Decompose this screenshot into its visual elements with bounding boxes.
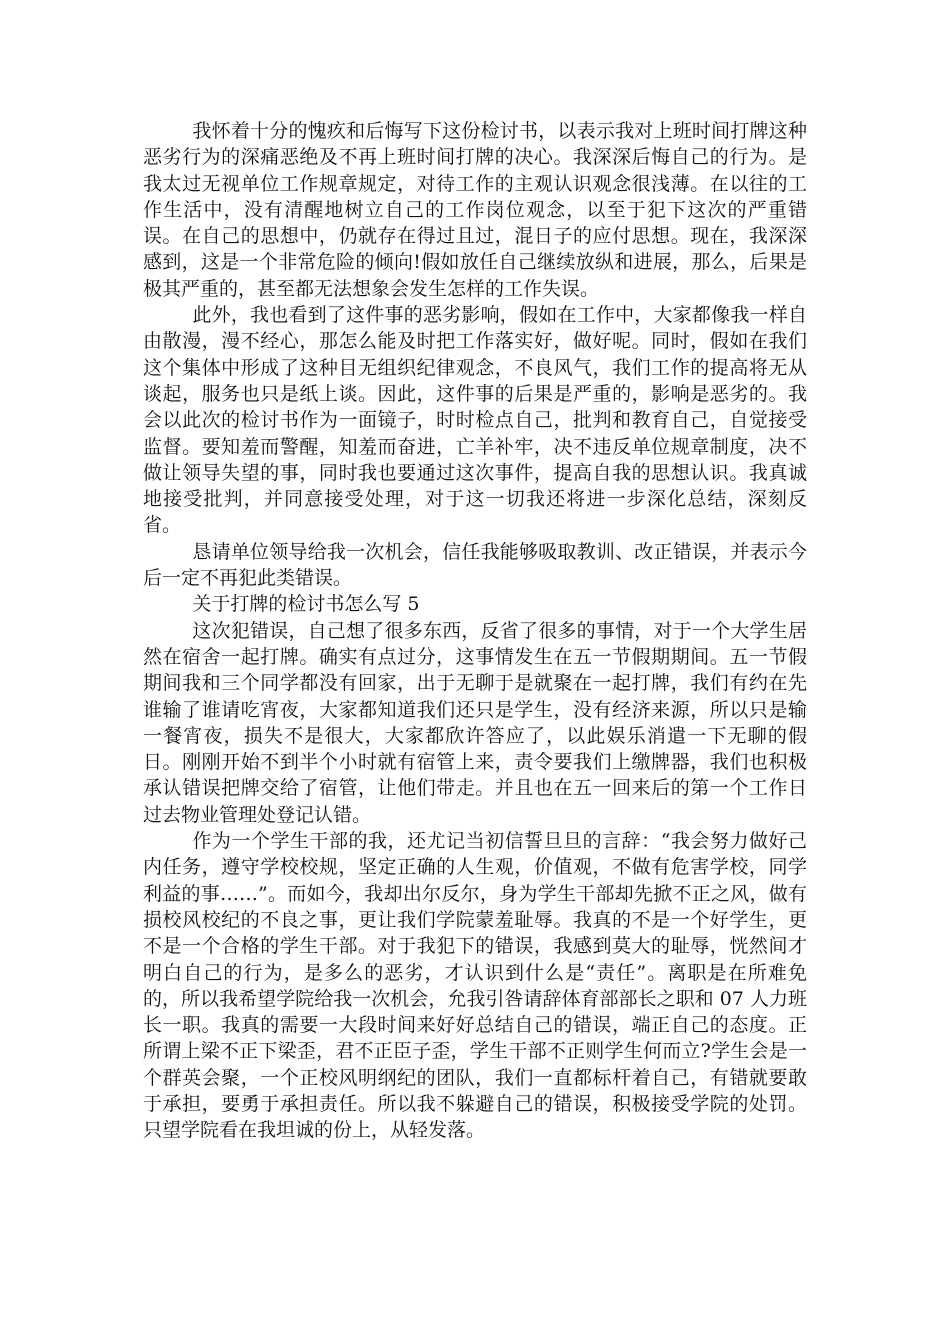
section-heading: 关于打牌的检讨书怎么写 5 — [192, 593, 420, 616]
paragraph: 这次犯错误，自己想了很多东西，反省了很多的事情，对于一个大学生居然在宿舍一起打牌。确实有点过分，这事情发生在五一节假期期间。五一节假期间我和三个同学都没有回家，出于无聊于是就聚在一起打牌，我们有约在先谁输了谁请吃宵夜，大家都知道我们还只是学生，没有经济来源，所以只是输一餐宵夜，损失不是很大，大家都欣许答应了，以此娱乐消遣一下无聊的假日。刚刚开始不到半个小时就有宿管上来，责令要我们上缴牌器，我们也积极承认错误把牌交给了宿管，让他们带走。并且也在五一回来后的第一个工作日过去物业管理处登记认错。 — [143, 619, 807, 826]
paragraph: 作为一个学生干部的我，还尤记当初信誓旦旦的言辞：“我会努力做好己内任务，遵守学校校规，坚定正确的人生观，价值观，不做有危害学校，同学利益的事……”。而如今，我却出尔反尔，身为学生干部却先掀不正之风，做有损校风校纪的不良之事，更让我们学院蒙羞耻辱。我真的不是一个好学生，更不是一个合格的学生干部。对于我犯下的错误，我感到莫大的耻辱，恍然间才明白自己的行为，是多么的恶劣，才认识到什么是“责任”。离职是在所难免的，所以我希望学院给我一次机会，允我引咎请辞体育部部长之职和 07 人力班长一职。我真的需要一大段时间来好好总结自己的错误，端正自己的态度。正所谓上梁不正下梁歪，君不正臣子歪，学生干部不正则学生何而立?学生会是一个群英会聚，一个正校风明纲纪的团队，我们一直都标杆着自己，有错就要敢于承担，要勇于承担责任。所以我不躲避自己的错误，积极接受学院的处罚。只望学院看在我坦诚的份上，从轻发落。 — [143, 830, 807, 1142]
paragraph: 此外，我也看到了这件事的恶劣影响，假如在工作中，大家都像我一样自由散漫，漫不经心，那怎么能及时把工作落实好，做好呢。同时，假如在我们这个集体中形成了这种目无组织纪律观念，不良风气，我们工作的提高将无从谈起，服务也只是纸上谈。因此，这件事的后果是严重的，影响是恶劣的。我会以此次的检讨书作为一面镜子，时时检点自己，批判和教育自己，自觉接受监督。要知羞而警醒，知羞而奋进，亡羊补牢，决不违反单位规章制度，决不做让领导失望的事，同时我也要通过这次事件，提高自我的思想认识。我真诚地接受批判，并同意接受处理，对于这一切我还将进一步深化总结，深刻反省。 — [143, 304, 807, 537]
paragraph: 我怀着十分的愧疚和后悔写下这份检讨书，以表示我对上班时间打牌这种恶劣行为的深痛恶绝及不再上班时间打牌的决心。我深深后悔自己的行为。是我太过无视单位工作规章规定，对待工作的主观认识观念很浅薄。在以往的工作生活中，没有清醒地树立自己的工作岗位观念，以至于犯下这次的严重错误。在自己的思想中，仍就存在得过且过，混日子的应付思想。现在，我深深感到，这是一个非常危险的倾向!假如放任自己继续放纵和进展，那么，后果是极其严重的，甚至都无法想象会发生怎样的工作失误。 — [143, 120, 807, 300]
paragraph: 恳请单位领导给我一次机会，信任我能够吸取教训、改正错误，并表示今后一定不再犯此类错误。 — [143, 540, 807, 590]
document-page — [143, 118, 807, 1144]
